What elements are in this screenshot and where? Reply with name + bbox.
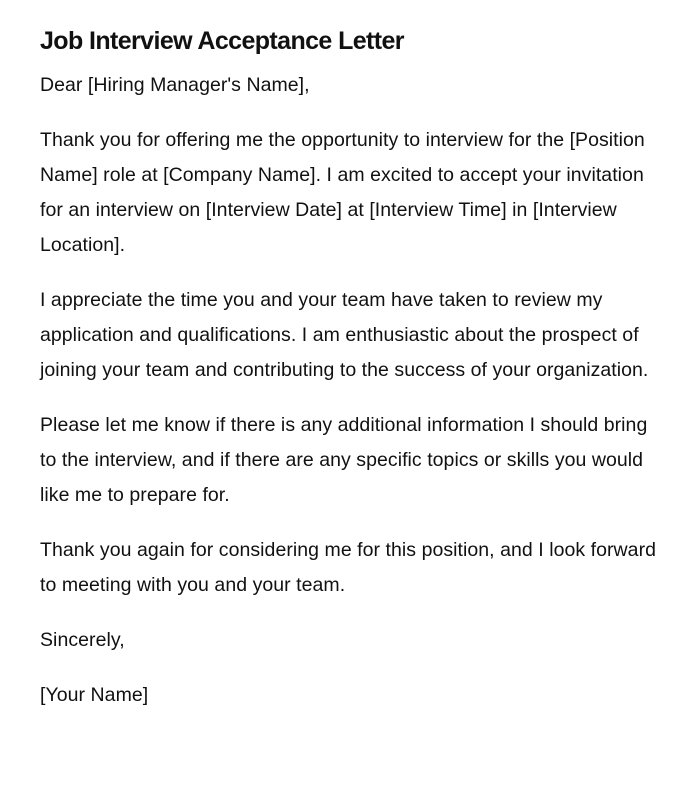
letter-paragraph-3: Please let me know if there is any additional information I should bring to the interview, and if there are any specific topics or skills you would like me to prepare for. [40, 414, 648, 506]
letter-paragraph-1: Thank you for offering me the opportunity to interview for the [Position Name] role at [Company Name]. I am excited to accept your invitation for an interview on [Interview Date] at [Interview Time] in [Interview Location]. [40, 129, 645, 256]
letter-title: Job Interview Acceptance Letter [40, 27, 404, 55]
letter-greeting: Dear [Hiring Manager's Name], [40, 74, 310, 96]
letter-paragraph-2: I appreciate the time you and your team have taken to review my application and qualifications. I am enthusiastic about the prospect of joining your team and contributing to the success of your organization. [40, 289, 649, 381]
letter-paragraph-4: Thank you again for considering me for this position, and I look forward to meeting with you and your team. [40, 539, 657, 596]
letter-signature: [Your Name] [40, 684, 149, 706]
letter-closing: Sincerely, [40, 629, 125, 651]
